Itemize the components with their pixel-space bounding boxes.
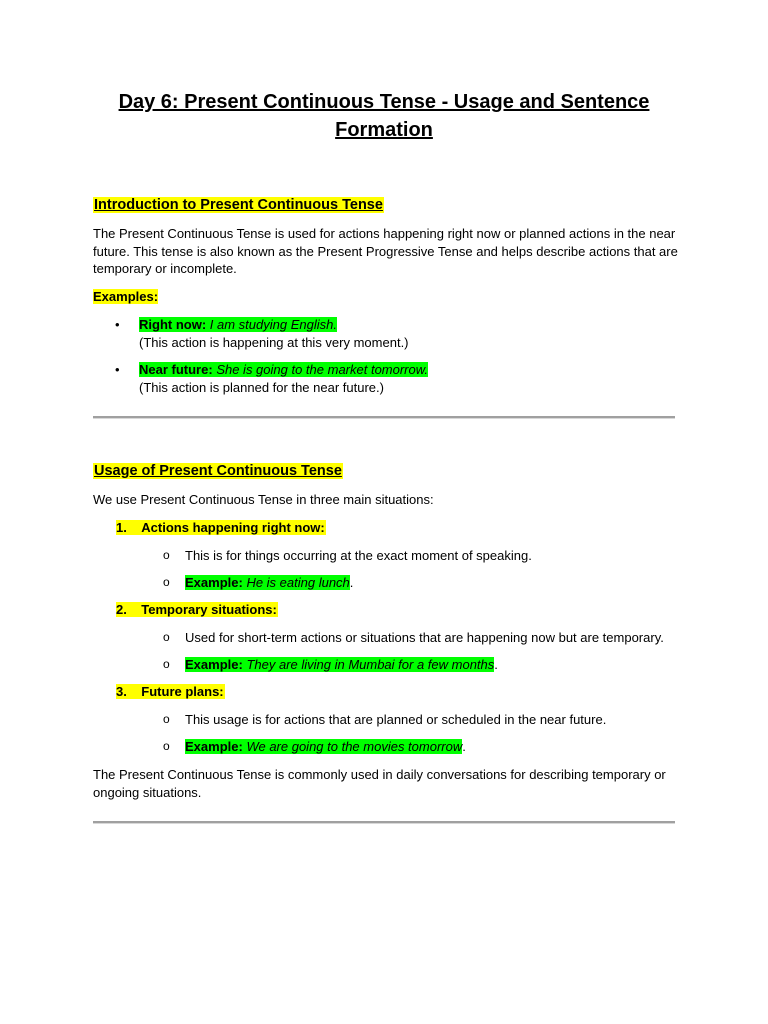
usage-intro: We use Present Continuous Tense in three main situations: [93, 492, 434, 507]
circle-bullet-icon: o [163, 575, 170, 589]
usage-item-2: 2. Temporary situations: [116, 602, 277, 617]
bullet-icon: • [115, 362, 120, 377]
usage-example: Example: He is eating lunch. [185, 575, 354, 590]
bullet-icon: • [115, 317, 120, 332]
horizontal-rule [93, 821, 675, 824]
circle-bullet-icon: o [163, 657, 170, 671]
page-title: Day 6: Present Continuous Tense - Usage and Sentence Formation [118, 91, 650, 141]
usage-item-3: 3. Future plans: [116, 684, 224, 699]
circle-bullet-icon: o [163, 548, 170, 562]
usage-heading: Usage of Present Continuous Tense [94, 463, 342, 479]
intro-heading: Introduction to Present Continuous Tense [94, 197, 383, 213]
examples-label: Examples: [93, 289, 159, 304]
usage-item-1: 1. Actions happening right now: [116, 520, 325, 535]
circle-bullet-icon: o [163, 712, 170, 726]
example-item: Near future: She is going to the market tomorrow. (This action is planned for the near future.) [139, 362, 429, 395]
example-item: Right now: I am studying English. (This action is happening at this very moment.) [139, 317, 409, 350]
intro-paragraph: The Present Continuous Tense is used for actions happening right now or planned actions in the near future. This tense is also known as the Present Progressive Tense and helps describe actions that are temporary or incomplete. [93, 226, 678, 276]
usage-description: This is for things occurring at the exact moment of speaking. [185, 548, 532, 563]
usage-example: Example: We are going to the movies tomorrow. [185, 739, 466, 754]
circle-bullet-icon: o [163, 630, 170, 644]
horizontal-rule [93, 416, 675, 419]
usage-example: Example: They are living in Mumbai for a few months. [185, 657, 498, 672]
circle-bullet-icon: o [163, 739, 170, 753]
usage-description: Used for short-term actions or situations that are happening now but are temporary. [185, 630, 664, 645]
usage-description: This usage is for actions that are planned or scheduled in the near future. [185, 712, 607, 727]
usage-closing: The Present Continuous Tense is commonly used in daily conversations for describing temporary or ongoing situations. [93, 767, 666, 800]
